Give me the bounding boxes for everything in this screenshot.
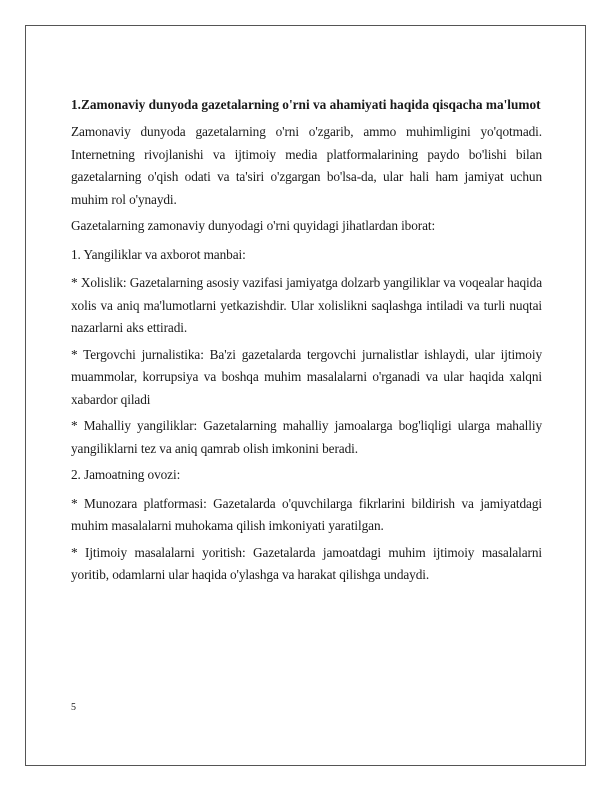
bullet-discussion-platform: * Munozara platformasi: Gazetalarda o'quvchilarga fikrlarini bildirish va jamiyatdagi muhim masalalarni muhokama qilish imkoniyati yaratilgan. bbox=[71, 495, 542, 533]
list-heading-public-voice: 2. Jamoatning ovozi: bbox=[71, 467, 181, 482]
bullet-social-issues: * Ijtimoiy masalalarni yoritish: Gazetalarda jamoatdagi muhim ijtimoiy masalalarni yoritib, odamlarni ular haqida o'ylashga va harakat qilishga undaydi. bbox=[71, 544, 542, 582]
intro-paragraph: Zamonaviy dunyoda gazetalarning o'rni o'zgarib, ammo muhimligini yo'qotmadi. Internetning rivojlanishi va ijtimoiy media platformalarining paydo bo'lishi bilan gazetalarning o'qish odati va ta'siri o'zgargan bo'lsa-da, ular hali ham jamiyat uchun muhim rol o'ynaydi. bbox=[71, 124, 542, 207]
list-intro: Gazetalarning zamonaviy dunyodagi o'rni quyidagi jihatlardan iborat: bbox=[71, 218, 436, 233]
bullet-local-news: * Mahalliy yangiliklar: Gazetalarning mahalliy jamoalarga bog'liqligi ularga mahalliy yangiliklarni tez va aniq qamrab olish imkonini beradi. bbox=[71, 418, 542, 456]
page-number: 5 bbox=[71, 702, 76, 713]
bullet-objectivity: * Xolislik: Gazetalarning asosiy vazifasi jamiyatga dolzarb yangiliklar va voqealar haqida xolis va aniq ma'lumotlarni yetkazishdir. Ular xolislikni saqlashga intiladi va turli nuqtai nazarlarni aks ettiradi. bbox=[71, 275, 542, 335]
bullet-investigative-journalism: * Tergovchi jurnalistika: Ba'zi gazetalarda tergovchi jurnalistlar ishlaydi, ular ijtimoiy muammolar, korrupsiya va boshqa muhim masalalarni o'rganadi va ular haqida xalqni xabardor qiladi bbox=[71, 346, 542, 407]
list-heading-news: 1. Yangiliklar va axborot manbai: bbox=[71, 246, 246, 262]
document-body bbox=[71, 96, 542, 591]
section-heading: 1.Zamonaviy dunyoda gazetalarning o'rni va ahamiyati haqida qisqacha ma'lumot bbox=[71, 97, 541, 112]
